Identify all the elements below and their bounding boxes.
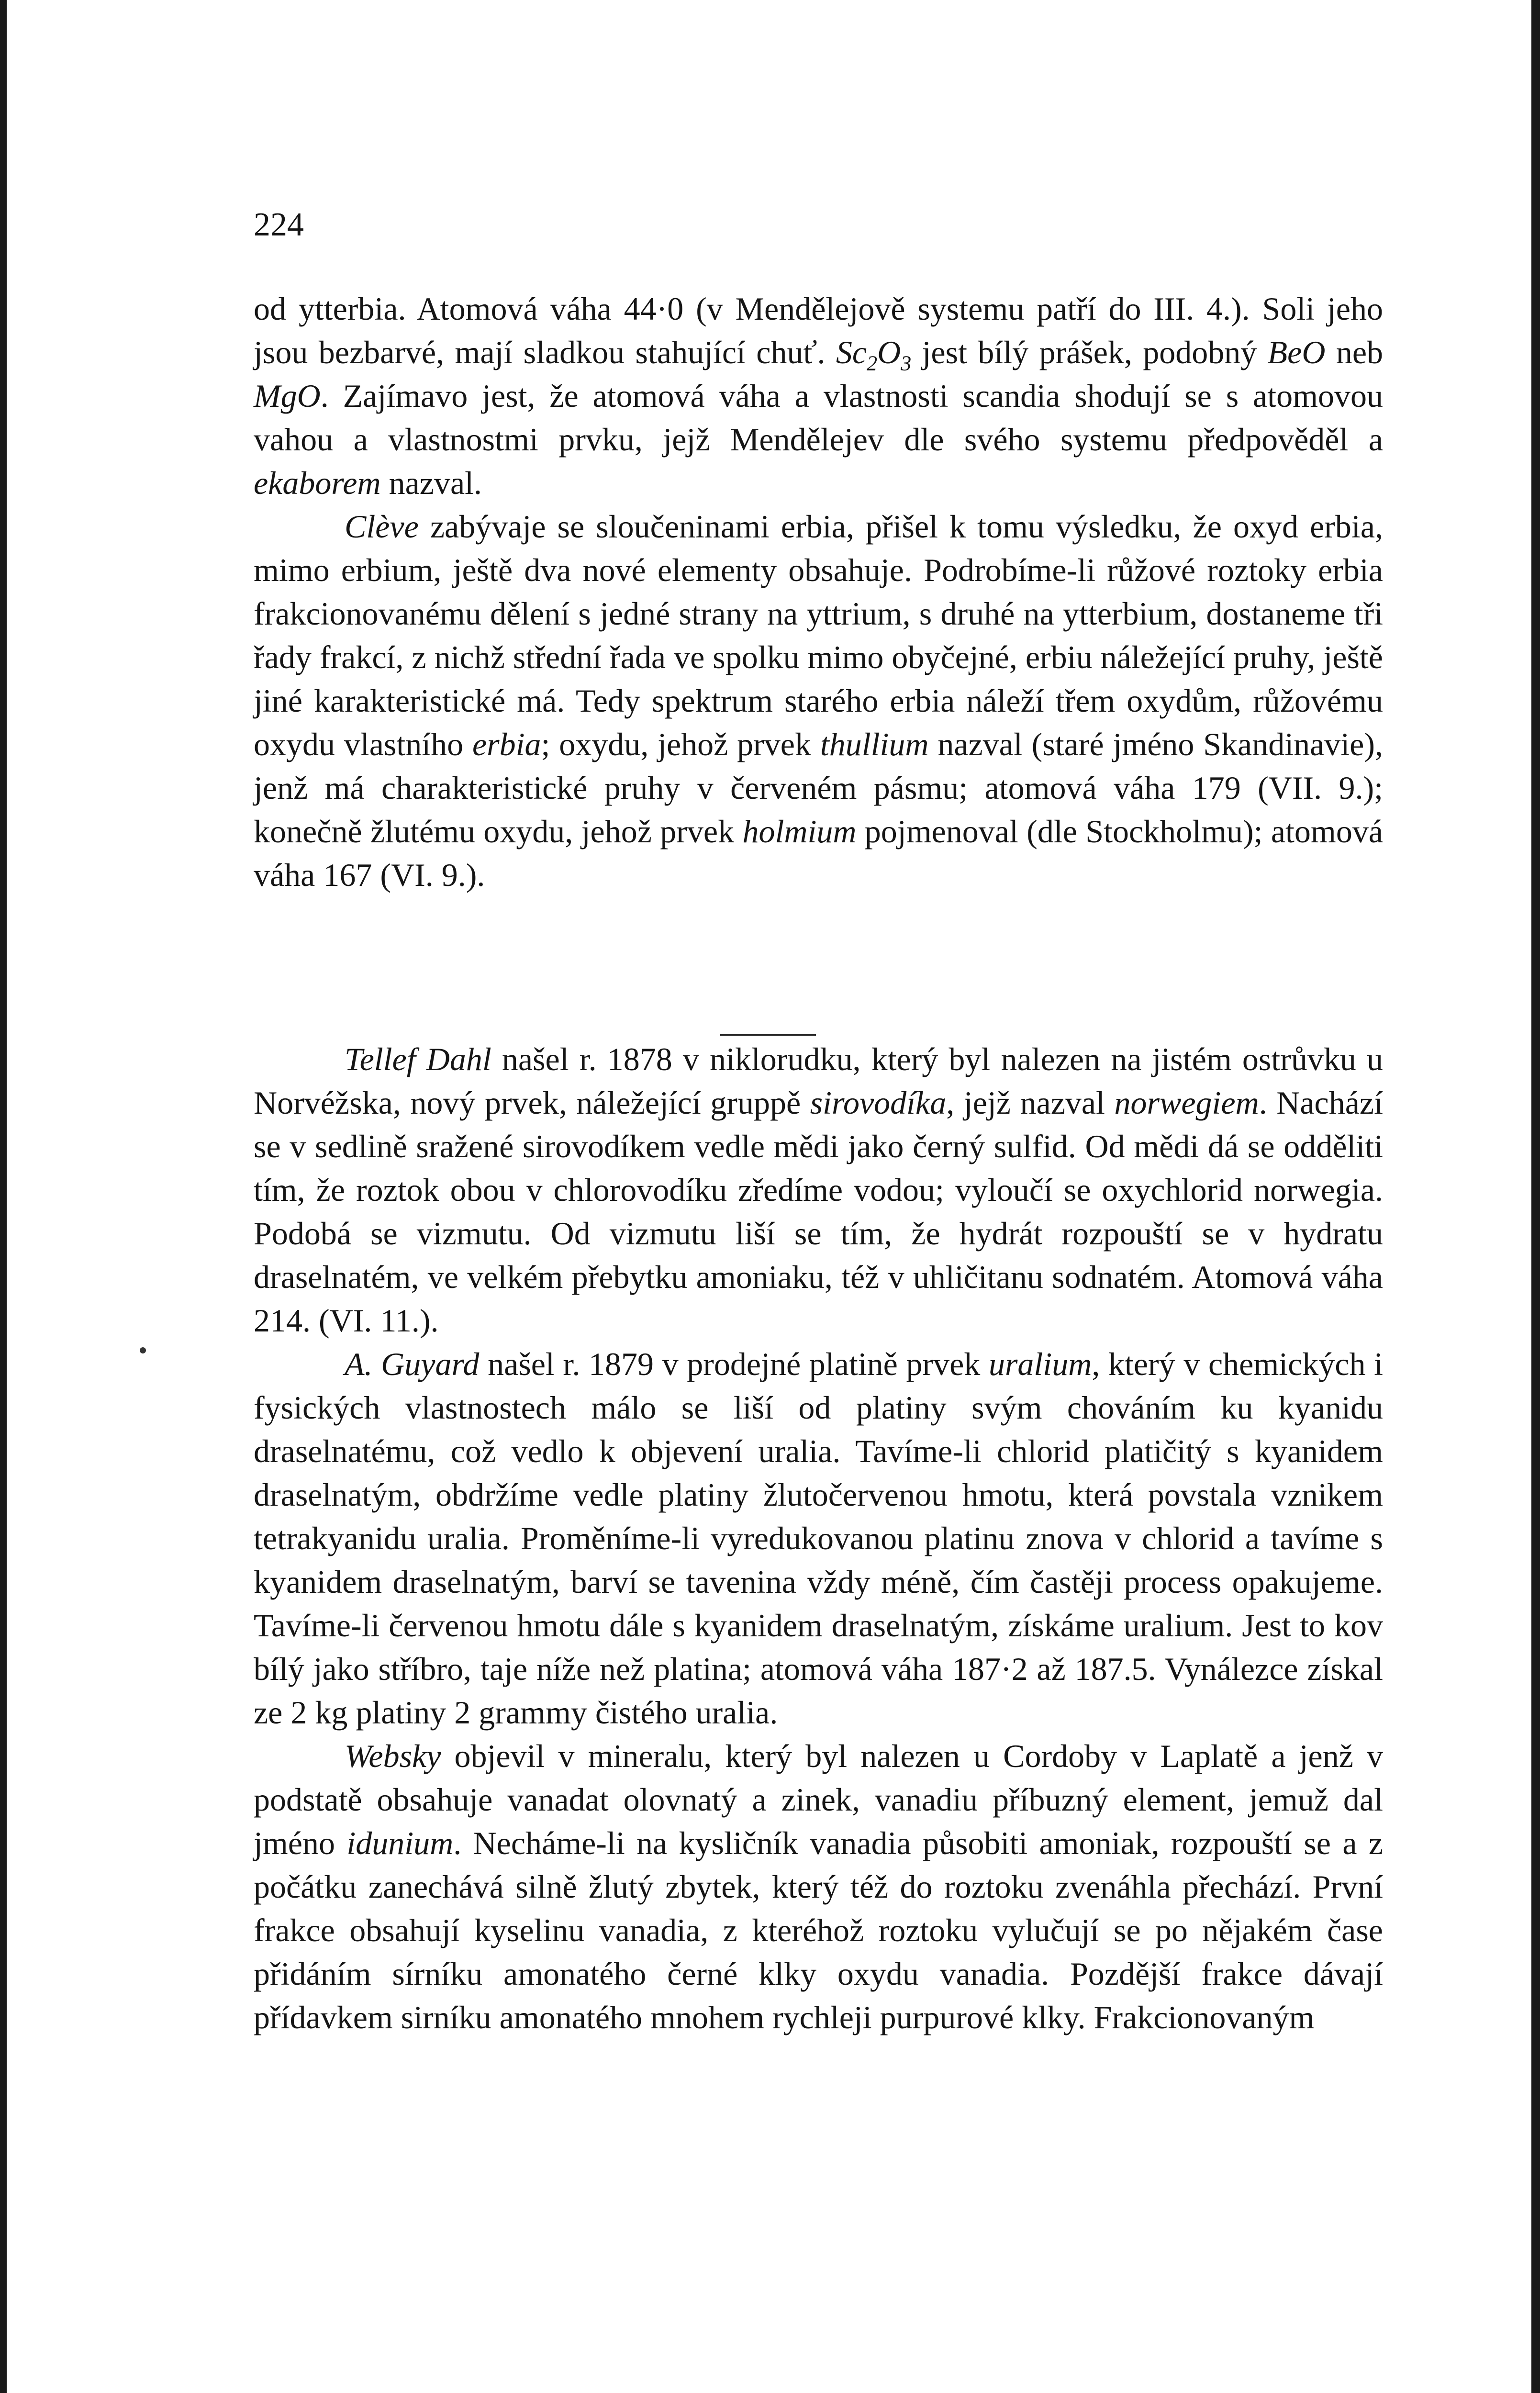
- text-section-2: [254, 1038, 1383, 2039]
- paragraph-scandium: od ytterbia. Atomová váha 44·0 (v Mendělejově systemu patří do III. 4.). Soli jeho jsou bezbarvé, mají sladkou stahující chuť. $Sc_2O_3$ jest bílý prášek, podobný BeO neb MgO. Zajímavo jest, že atomová váha a vlastnosti scandia shodují se s atomovou vahou a vlastnostmi prvku, jejž Mendělejev dle svého systemu předpověděl a ekaborem nazval.: [254, 291, 1384, 501]
- page-number: 224: [254, 206, 304, 243]
- section-divider: [720, 1034, 816, 1036]
- paragraph-websky: Websky objevil v mineralu, který byl nalezen u Cordoby v Laplatě a jenž v podstatě obsahuje vanadat olovnatý a zinek, vanadiu příbuzný element, jemuž dal jméno idunium. Necháme-li na kysličník vanadia působiti amoniak, rozpouští se a z počátku zanechává silně žlutý zbytek, který též do roztoku zvenáhla přechází. První frakce obsahují kyselinu vanadia, z kteréhož roztoku vylučují se po nějakém čase přidáním sírníku amonatého černé klky oxydu vanadia. Pozdější frakce dávají přídavkem sirníku amonatého mnohem rychleji purpurové klky. Frakcionovaným: [254, 1738, 1384, 2035]
- paragraph-guyard: A. Guyard našel r. 1879 v prodejné platině prvek uralium, který v chemických i fysických vlastnostech málo se liší od platiny svým chováním ku kyanidu draselnatému, což vedlo k objevení uralia. Tavíme-li chlorid platičitý s kyanidem draselnatým, obdržíme vedle platiny žlutočervenou hmotu, která povstala vznikem tetrakyanidu uralia. Proměníme-li vyredukovanou platinu znova v chlorid a tavíme s kyanidem draselnatým, barví se tavenina vždy méně, čím častěji process opakujeme. Tavíme-li červenou hmotu dále s kyanidem draselnatým, získáme uralium. Jest to kov bílý jako stříbro, taje níže než platina; atomová váha 187·2 až 187.5. Vynálezce získal ze 2 kg platiny 2 grammy čistého uralia.: [254, 1346, 1384, 1731]
- scan-speck: [140, 1347, 146, 1353]
- scan-edge-left: [0, 0, 7, 2393]
- paragraph-dahl: Tellef Dahl našel r. 1878 v niklorudku, který byl nalezen na jistém ostrůvku u Norvéžska, nový prvek, náležející gruppě sirovodíka, jejž nazval norwegiem. Nachází se v sedlině sražené sirovodíkem vedle mědi jako černý sulfid. Od mědi dá se odděliti tím, že roztok obou v chlorovodíku zředíme vodou; vyloučí se oxychlorid norwegia. Podobá se vizmutu. Od vizmutu liší se tím, že hydrát rozpouští se v hydratu draselnatém, ve velkém přebytku amoniaku, též v uhličitanu sodnatém. Atomová váha 214. (VI. 11.).: [254, 1041, 1383, 1339]
- paragraph-cleve: Clève zabývaje se sloučeninami erbia, přišel k tomu výsledku, že oxyd erbia, mimo erbium, ještě dva nové elementy obsahuje. Podrobíme-li růžové roztoky erbia frakcionovanému dělení s jedné strany na yttrium, s druhé na ytterbium, dostaneme tři řady frakcí, z nichž střední řada ve spolku mimo obyčejné, erbiu náležející pruhy, ještě jiné karakteristické má. Tedy spektrum starého erbia náleží třem oxydům, růžovému oxydu vlastního erbia; oxydu, jehož prvek thullium nazval (staré jméno Skandinavie), jenž má charakteristické pruhy v červeném pásmu; atomová váha 179 (VII. 9.); konečně žlutému oxydu, jehož prvek holmium pojmenoval (dle Stockholmu); atomová váha 167 (VI. 9.).: [254, 508, 1383, 893]
- scan-edge-right: [1531, 0, 1540, 2393]
- text-section-1: [254, 287, 1383, 897]
